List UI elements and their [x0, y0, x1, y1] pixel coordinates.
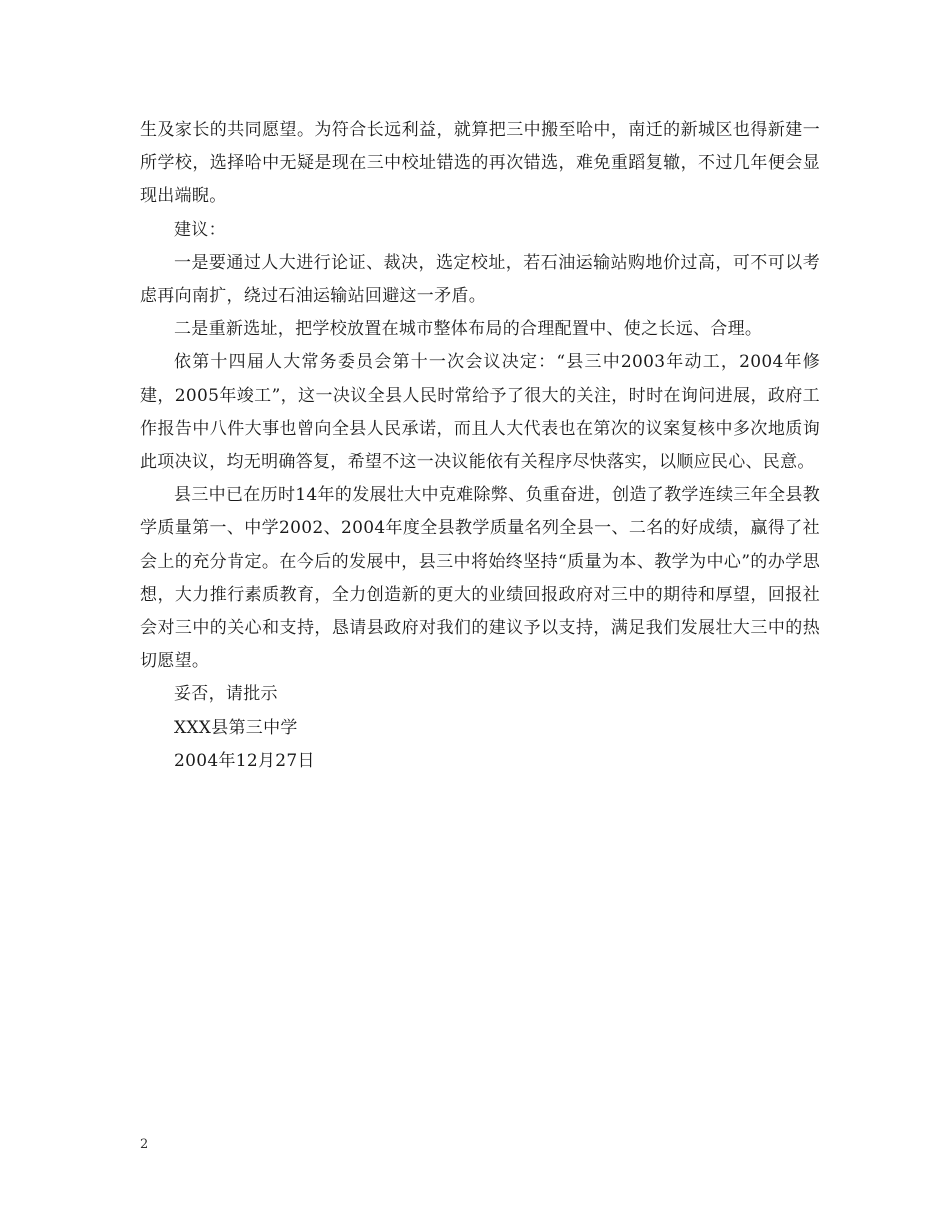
paragraph-suggestion-one: 一是要通过人大进行论证、裁决，选定校址，若石油运输站购地价过高，可不可以考虑再向南扩，绕过石油运输站回避这一矛盾。: [140, 252, 820, 307]
paragraph-suggestion-two: 二是重新选址，把学校放置在城市整体布局的合理配置中、使之长远、合理。: [174, 319, 763, 340]
page-number: 2: [140, 1137, 149, 1152]
document-body: [140, 114, 820, 778]
paragraph-resolution: 依第十四届人大常务委员会第十一次会议决定：“县三中2003年动工，2004年修建，2005年竣工”，这一决议全县人民时常给予了很大的关注，时时在询问进展，政府工作报告中八件大事也曾向全县人民承诺，而且人大代表也在第次的议案复核中多次地质询此项决议，均无明确答复，希望不这一决议能依有关程序尽快落实，以顺应民心、民意。: [140, 352, 820, 473]
paragraph-achievements: 县三中已在历时14年的发展壮大中克难除弊、负重奋进，创造了教学连续三年全县教学质量第一、中学2002、2004年度全县教学质量名列全县一、二名的好成绩，赢得了社会上的充分肯定。在今后的发展中，县三中将始终坚持“质量为本、教学为中心”的办学思想，大力推行素质教育，全力创造新的更大的业绩回报政府对三中的期待和厚望，回报社会对三中的关心和支持，恳请县政府对我们的建议予以支持，满足我们发展壮大三中的热切愿望。: [140, 485, 820, 672]
closing-request: 妥否，请批示: [174, 684, 278, 705]
signature-school: XXX县第三中学: [174, 717, 298, 738]
signature-date: 2004年12月27日: [174, 750, 315, 771]
document-page: [140, 0, 820, 1230]
paragraph-continuation: 生及家长的共同愿望。为符合长远利益，就算把三中搬至哈中，南迁的新城区也得新建一所学校，选择哈中无疑是现在三中校址错选的再次错选，难免重蹈复辙，不过几年便会显现出端睨。: [140, 120, 820, 207]
paragraph-suggestion-heading: 建议：: [174, 219, 226, 240]
